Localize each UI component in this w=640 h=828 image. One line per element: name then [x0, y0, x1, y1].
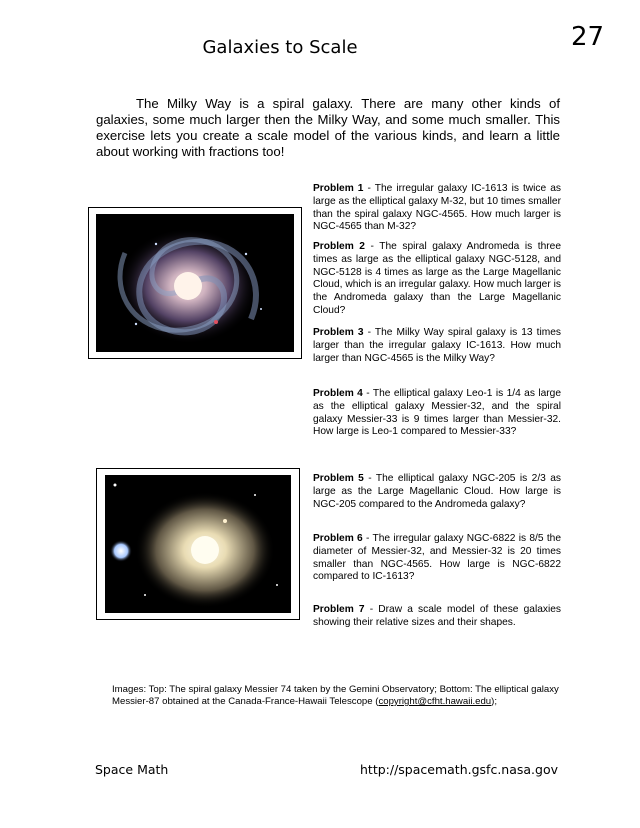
problem-text: The irregular galaxy IC-1613 is twice as large as the elliptical galaxy M-32, but 10 times smaller than the spiral galaxy NGC-4565. How much larger is NGC-4565 than M-32?	[313, 183, 561, 233]
problem-text: The spiral galaxy Andromeda is three times as large as the elliptical galaxy NGC-5128, and NGC-5128 is 4 times as large as the Large Magellanic Cloud, which is an irregular galaxy. How much larger is the Andromeda galaxy than the Large Magellanic Cloud?	[313, 241, 561, 316]
spiral-galaxy-image	[96, 214, 294, 352]
elliptical-galaxy-graphic	[105, 475, 291, 613]
problem-label: Problem 3	[313, 327, 364, 338]
caption-text: Images: Top: The spiral galaxy Messier 74 taken by the Gemini Observatory; Bottom: The elliptical galaxy Messier-87 obtained at the Canada-France-Hawaii Telescope (	[112, 684, 559, 707]
elliptical-galaxy-image-frame	[96, 468, 300, 620]
footer-left: Space Math	[95, 762, 169, 777]
problem-text: The elliptical galaxy Leo-1 is 1/4 as large as the elliptical galaxy Messier-32, and the spiral galaxy Messier-33 is 9 times larger than Messier-32. How large is Leo-1 compared to Messier-33?	[313, 388, 562, 438]
copyright-link[interactable]: copyright@cfht.hawaii.edu	[378, 696, 492, 707]
page-title: Galaxies to Scale	[202, 37, 358, 58]
problem-7: Problem 7 - Draw a scale model of these galaxies showing their relative sizes and their shapes.	[313, 604, 561, 628]
intro-paragraph: The Milky Way is a spiral galaxy. There are many other kinds of galaxies, some much larger then the Milky Way, and some much smaller. This exercise lets you create a scale model of the various kinds, and learn a little about working with fractions too!	[96, 96, 560, 159]
spiral-galaxy-image-frame	[88, 207, 302, 359]
footer-url: http://spacemath.gsfc.nasa.gov	[360, 762, 558, 777]
problem-label: Problem 5	[313, 473, 364, 484]
problem-label: Problem 4	[313, 388, 363, 399]
problem-3: Problem 3 - The Milky Way spiral galaxy is 13 times larger than the irregular galaxy IC-1613. How much larger than NGC-4565 is the Milky Way?	[313, 327, 562, 364]
problem-label: Problem 7	[313, 604, 365, 615]
problem-1: Problem 1 - The irregular galaxy IC-1613 is twice as large as the elliptical galaxy M-32, but 10 times smaller than the spiral galaxy NGC-4565. How much larger is NGC-4565 than M-32?	[313, 183, 561, 233]
spiral-galaxy-graphic	[96, 214, 294, 352]
caption-end: );	[491, 696, 498, 707]
problem-2: Problem 2 - The spiral galaxy Andromeda is three times as large as the elliptical galaxy NGC-5128, and NGC-5128 is 4 times as large as the Large Magellanic Cloud, which is an irregular galaxy. How much larger is the Andromeda galaxy than the Large Magellanic Cloud?	[313, 241, 561, 316]
problem-text: The Milky Way spiral galaxy is 13 times larger than the irregular galaxy IC-1613. How much larger than NGC-4565 is the Milky Way?	[313, 327, 562, 364]
problem-text: Draw a scale model of these galaxies showing their relative sizes and their shapes.	[313, 604, 561, 628]
problem-6: Problem 6 - The irregular galaxy NGC-6822 is 8/5 the diameter of Messier-32, and Messier-32 is 20 times smaller than NGC-4565. How large is NGC-6822 compared to IC-1613?	[313, 533, 561, 583]
page-number: 27	[571, 22, 605, 52]
problem-label: Problem 6	[313, 533, 363, 544]
image-caption	[112, 684, 572, 708]
problem-5: Problem 5 - The elliptical galaxy NGC-205 is 2/3 as large as the Large Magellanic Cloud. How large is NGC-205 compared to the Andromeda galaxy?	[313, 473, 562, 510]
problem-text: The elliptical galaxy NGC-205 is 2/3 as large as the Large Magellanic Cloud. How large is NGC-205 compared to the Andromeda galaxy?	[313, 473, 562, 510]
problem-label: Problem 2	[313, 241, 365, 252]
problem-label: Problem 1	[313, 183, 364, 194]
problem-4: Problem 4 - The elliptical galaxy Leo-1 is 1/4 as large as the elliptical galaxy Messier-32, and the spiral galaxy Messier-33 is 9 times larger than Messier-32. How large is Leo-1 compared to Messier-33?	[313, 388, 562, 438]
elliptical-galaxy-image	[105, 475, 291, 613]
problem-text: The irregular galaxy NGC-6822 is 8/5 the diameter of Messier-32, and Messier-32 is 20 times smaller than NGC-4565. How large is NGC-6822 compared to IC-1613?	[313, 533, 561, 583]
